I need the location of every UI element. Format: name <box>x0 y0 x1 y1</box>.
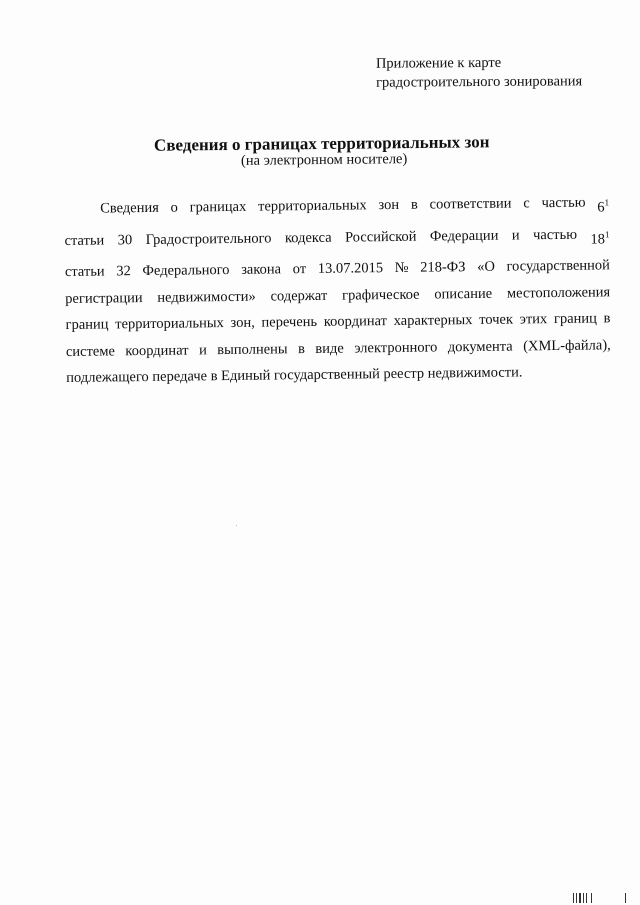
word: 32 <box>116 263 131 280</box>
paragraph-line-7: подлежащего передаче в Единый государственный реестр недвижимости. <box>66 364 523 386</box>
word: от <box>292 261 307 278</box>
word: № <box>394 259 409 276</box>
word: 13.07.2015 <box>317 260 384 277</box>
word: содержат <box>270 287 328 304</box>
word: государственной <box>506 257 610 275</box>
word: характерных <box>393 312 473 329</box>
word: статьи <box>64 263 105 280</box>
word: зон <box>378 196 400 214</box>
word: частью <box>532 226 578 243</box>
word: $18^1$ <box>590 228 610 248</box>
word: электронного <box>354 338 438 356</box>
word: кодекса <box>284 229 332 246</box>
word: (XML-файла), <box>523 336 611 354</box>
word: территориальных <box>257 197 367 215</box>
word: частью <box>541 194 586 212</box>
word: 218-ФЗ <box>420 259 466 276</box>
word: границ <box>553 310 597 328</box>
word: 30 <box>117 231 133 248</box>
appendix-line-1: Приложение к карте <box>375 54 502 72</box>
word: координат <box>323 313 388 330</box>
word: в <box>410 196 418 213</box>
word: точек <box>479 311 514 328</box>
word: выполнены <box>217 340 288 358</box>
word: перечень <box>261 313 318 331</box>
appendix-note <box>376 53 582 92</box>
word: регистрации <box>65 289 143 307</box>
word: в <box>603 310 611 327</box>
superscript: 1 <box>604 228 610 239</box>
word: Федерального <box>142 261 230 280</box>
word: Российской <box>344 228 417 246</box>
word: документа <box>447 338 513 355</box>
paragraph-line-1 <box>64 189 609 227</box>
word: и <box>198 341 207 358</box>
word: системе <box>65 342 116 360</box>
word: границах <box>189 198 247 216</box>
word: Градостроительного <box>145 229 272 248</box>
word: Федерации <box>429 227 499 245</box>
word: графическое <box>341 286 420 304</box>
word: территориальных <box>115 315 224 333</box>
word: недвижимости» <box>157 288 256 306</box>
word: «О <box>477 258 495 275</box>
word: закона <box>241 261 282 278</box>
word: местоположения <box>506 283 611 302</box>
word: с <box>523 195 530 212</box>
word: в <box>297 340 306 357</box>
word: $6^1$ <box>597 197 610 216</box>
word: и <box>511 226 520 244</box>
word: описание <box>434 285 493 302</box>
word: границ <box>65 316 109 333</box>
superscript: 1 <box>604 197 610 208</box>
document-subtitle: (на электронном носителе) <box>240 151 408 169</box>
document-title: Сведения о границах территориальных зон <box>153 132 490 155</box>
word: Сведения <box>100 199 159 217</box>
word: статьи <box>64 232 105 249</box>
word: зон, <box>230 314 255 331</box>
appendix-line-2: градостроительного зонирования <box>376 73 583 91</box>
word: соответствии <box>429 195 512 213</box>
word: координат <box>125 341 189 359</box>
scan-speck <box>236 525 237 526</box>
word: виде <box>315 340 344 357</box>
body-paragraph <box>64 189 611 391</box>
word: о <box>170 199 178 216</box>
word: этих <box>519 311 548 328</box>
